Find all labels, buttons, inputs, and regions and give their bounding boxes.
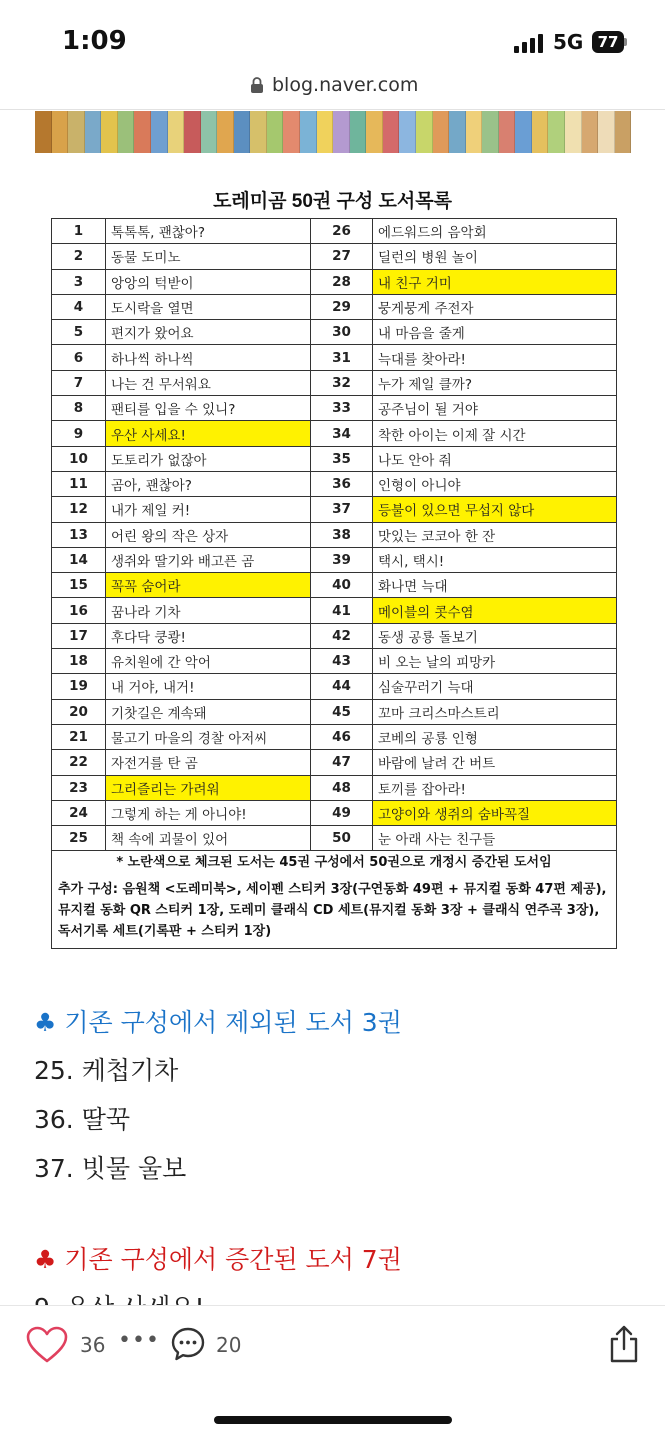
book-title: 앙앙의 턱받이 <box>106 269 311 294</box>
book-title: 맛있는 코코아 한 잔 <box>373 522 617 547</box>
book-number: 17 <box>52 623 106 648</box>
book-title: 바람에 날려 간 버트 <box>373 750 617 775</box>
book-title: 자전거를 탄 곰 <box>106 750 311 775</box>
book-title: 눈 아래 사는 친구들 <box>373 826 617 851</box>
book-number: 16 <box>52 598 106 623</box>
catalog-row <box>52 699 617 724</box>
address-bar[interactable] <box>0 70 665 110</box>
status-time: 1:09 <box>62 26 127 56</box>
catalog-row <box>52 219 617 244</box>
book-title: 그리즐리는 가려워 <box>106 775 311 800</box>
bottom-action-bar <box>0 1305 665 1440</box>
book-number: 45 <box>311 699 373 724</box>
book-title: 내 마음을 줄게 <box>373 320 617 345</box>
book-number: 7 <box>52 370 106 395</box>
catalog-row <box>52 446 617 471</box>
book-title: 동생 공룡 돌보기 <box>373 623 617 648</box>
book-number: 8 <box>52 396 106 421</box>
status-bar <box>0 0 665 70</box>
battery-icon <box>592 31 628 53</box>
network-label: 5G <box>553 30 584 54</box>
book-number: 38 <box>311 522 373 547</box>
added-item <box>34 1288 205 1304</box>
book-title: 곰아, 괜찮아? <box>106 471 311 496</box>
book-number: 12 <box>52 497 106 522</box>
book-title: 유치원에 간 악어 <box>106 649 311 674</box>
catalog-row <box>52 724 617 749</box>
catalog-row <box>52 471 617 496</box>
book-number: 3 <box>52 269 106 294</box>
book-number: 39 <box>311 547 373 572</box>
book-title: 에드워드의 음악회 <box>373 219 617 244</box>
catalog-row <box>52 396 617 421</box>
book-title: 책 속에 괴물이 있어 <box>106 826 311 851</box>
book-number: 49 <box>311 800 373 825</box>
catalog-row <box>52 244 617 269</box>
catalog-row <box>52 649 617 674</box>
book-number: 20 <box>52 699 106 724</box>
book-number: 50 <box>311 826 373 851</box>
book-number: 5 <box>52 320 106 345</box>
catalog-title: 도레미곰 50권 구성 도서목록 <box>213 191 452 212</box>
book-title: 뭉게뭉게 주전자 <box>373 294 617 319</box>
book-title: 토끼를 잡아라! <box>373 775 617 800</box>
catalog-extra: 추가 구성: 음원책 <도레미북>, 세이펜 스티커 3장(구연동화 49편 + 뮤지컬 동화 47편 제공), 뮤지컬 동화 QR 스티커 1장, 도레미 클래식 CD 세트(뮤지컬 동화 3장 + 클래식 연주곡 3장), 독서기록 세트(기록판 + 스티커 1장) <box>58 882 607 939</box>
book-number: 11 <box>52 471 106 496</box>
catalog-row <box>52 674 617 699</box>
catalog-row <box>52 522 617 547</box>
more-icon[interactable]: ••• <box>118 1328 160 1353</box>
book-title: 내가 제일 커! <box>106 497 311 522</box>
catalog-row <box>52 598 617 623</box>
book-title: 내 거야, 내거! <box>106 674 311 699</box>
book-title: 우산 사세요! <box>106 421 311 446</box>
catalog-row <box>52 370 617 395</box>
book-title: 그렇게 하는 게 아니야! <box>106 800 311 825</box>
heart-icon[interactable] <box>26 1326 68 1364</box>
book-number: 40 <box>311 573 373 598</box>
catalog-note: * 노란색으로 체크된 도서는 45권 구성에서 50권으로 개정시 증간된 도서임 <box>116 855 552 870</box>
book-number: 31 <box>311 345 373 370</box>
book-title: 생쥐와 딸기와 배고픈 곰 <box>106 547 311 572</box>
book-title: 메이블의 콧수염 <box>373 598 617 623</box>
book-number: 44 <box>311 674 373 699</box>
catalog-row <box>52 421 617 446</box>
book-title: 심술꾸러기 늑대 <box>373 674 617 699</box>
catalog-row <box>52 320 617 345</box>
book-number: 47 <box>311 750 373 775</box>
book-title: 택시, 택시! <box>373 547 617 572</box>
battery-level: 77 <box>592 31 624 53</box>
catalog-row <box>52 800 617 825</box>
share-icon[interactable] <box>608 1324 640 1364</box>
book-number: 19 <box>52 674 106 699</box>
book-title: 꼭꼭 숨어라 <box>106 573 311 598</box>
url-text[interactable]: blog.naver.com <box>272 74 419 96</box>
book-title: 나는 건 무서워요 <box>106 370 311 395</box>
book-number: 43 <box>311 649 373 674</box>
book-number: 36 <box>311 471 373 496</box>
comment-count: 20 <box>216 1333 242 1357</box>
book-title: 동물 도미노 <box>106 244 311 269</box>
catalog-row <box>52 573 617 598</box>
book-number: 13 <box>52 522 106 547</box>
book-title: 늑대를 찾아라! <box>373 345 617 370</box>
catalog-row <box>52 775 617 800</box>
book-title: 기찻길은 계속돼 <box>106 699 311 724</box>
book-number: 21 <box>52 724 106 749</box>
book-number: 14 <box>52 547 106 572</box>
book-number: 46 <box>311 724 373 749</box>
book-number: 2 <box>52 244 106 269</box>
book-number: 41 <box>311 598 373 623</box>
catalog-row <box>52 269 617 294</box>
book-number: 32 <box>311 370 373 395</box>
book-number: 9 <box>52 421 106 446</box>
book-title: 딜런의 병원 놀이 <box>373 244 617 269</box>
book-number: 15 <box>52 573 106 598</box>
removed-item: 25. 케첩기차 <box>34 1056 179 1085</box>
lock-icon <box>250 76 264 94</box>
removed-heading: ♣ 기존 구성에서 제외된 도서 3권 <box>34 1008 402 1037</box>
catalog-row <box>52 623 617 648</box>
bookshelf-image <box>35 111 631 153</box>
book-number: 1 <box>52 219 106 244</box>
book-title: 톡톡톡, 괜찮아? <box>106 219 311 244</box>
book-title: 누가 제일 클까? <box>373 370 617 395</box>
book-number: 48 <box>311 775 373 800</box>
book-title: 물고기 마을의 경찰 아저씨 <box>106 724 311 749</box>
book-title: 공주님이 될 거야 <box>373 396 617 421</box>
book-title: 나도 안아 줘 <box>373 446 617 471</box>
book-title: 화나면 늑대 <box>373 573 617 598</box>
book-number: 18 <box>52 649 106 674</box>
book-number: 10 <box>52 446 106 471</box>
book-number: 30 <box>311 320 373 345</box>
book-number: 6 <box>52 345 106 370</box>
cellular-signal-icon <box>514 33 546 53</box>
book-title: 착한 아이는 이제 잘 시간 <box>373 421 617 446</box>
added-heading: ♣ 기존 구성에서 증간된 도서 7권 <box>34 1245 402 1274</box>
catalog-row <box>52 497 617 522</box>
book-title: 도토리가 없잖아 <box>106 446 311 471</box>
book-number: 27 <box>311 244 373 269</box>
catalog-table <box>51 218 617 851</box>
removed-item: 37. 빗물 울보 <box>34 1154 187 1183</box>
catalog-row <box>52 345 617 370</box>
book-number: 33 <box>311 396 373 421</box>
book-title: 어린 왕의 작은 상자 <box>106 522 311 547</box>
like-count: 36 <box>80 1333 106 1357</box>
book-number: 25 <box>52 826 106 851</box>
book-title: 꿈나라 기차 <box>106 598 311 623</box>
book-title: 꼬마 크리스마스트리 <box>373 699 617 724</box>
removed-item: 36. 딸꾹 <box>34 1105 131 1134</box>
book-title: 편지가 왔어요 <box>106 320 311 345</box>
book-title: 비 오는 날의 피망카 <box>373 649 617 674</box>
book-title: 도시락을 열면 <box>106 294 311 319</box>
book-title: 코베의 공룡 인형 <box>373 724 617 749</box>
book-number: 26 <box>311 219 373 244</box>
book-number: 42 <box>311 623 373 648</box>
catalog-row <box>52 294 617 319</box>
book-number: 22 <box>52 750 106 775</box>
book-number: 34 <box>311 421 373 446</box>
book-number: 28 <box>311 269 373 294</box>
book-title: 팬티를 입을 수 있니? <box>106 396 311 421</box>
comment-icon[interactable] <box>170 1326 206 1362</box>
catalog-notes <box>51 848 617 949</box>
book-title: 내 친구 거미 <box>373 269 617 294</box>
catalog-row <box>52 547 617 572</box>
book-title: 등불이 있으면 무섭지 않다 <box>373 497 617 522</box>
book-title: 인형이 아니야 <box>373 471 617 496</box>
book-title: 하나씩 하나씩 <box>106 345 311 370</box>
book-number: 23 <box>52 775 106 800</box>
catalog-row <box>52 750 617 775</box>
book-number: 24 <box>52 800 106 825</box>
book-title: 후다닥 쿵쾅! <box>106 623 311 648</box>
home-indicator <box>214 1416 452 1424</box>
book-title: 고양이와 생쥐의 숨바꼭질 <box>373 800 617 825</box>
book-number: 35 <box>311 446 373 471</box>
book-number: 29 <box>311 294 373 319</box>
book-number: 37 <box>311 497 373 522</box>
book-number: 4 <box>52 294 106 319</box>
